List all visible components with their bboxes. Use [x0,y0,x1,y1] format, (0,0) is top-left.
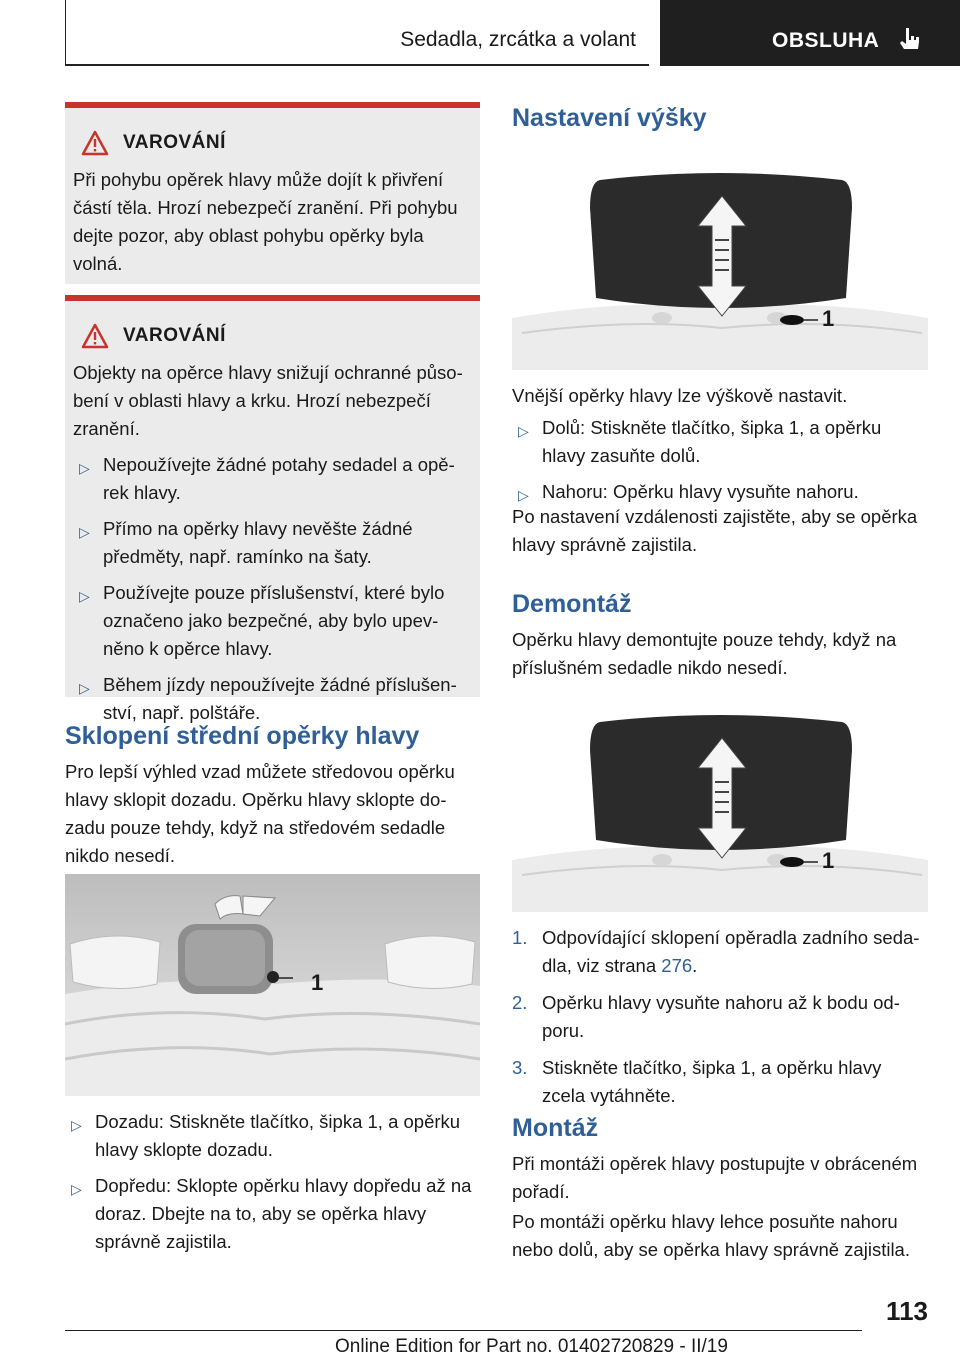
triangle-bullet-icon: ▷ [71,1181,82,1197]
triangle-bullet-icon: ▷ [518,423,529,439]
triangle-bullet-icon: ▷ [71,1117,82,1133]
triangle-bullet-icon: ▷ [79,588,90,604]
nastaveni-intro: Vnější opěrky hlavy lze výškově nastavit. [512,385,848,406]
header-rule [65,64,649,66]
page-number: 113 [886,1296,928,1326]
triangle-bullet-icon: ▷ [79,460,90,476]
footer-edition: Online Edition for Part no. 01402720829 - II/19 [335,1336,728,1357]
triangle-bullet-icon: ▷ [79,524,90,540]
page-reference-link[interactable]: 276 [661,955,693,976]
figure-callout: 1 [822,848,835,873]
warning-list [73,451,466,727]
warning-triangle-icon [81,130,109,156]
list-item: 2. Opěrku hlavy vysuňte nahoru až k bodu odporu. [512,992,900,1041]
header-chapter-tab [660,0,960,66]
header-rule-left [65,0,66,66]
section-heading-demontaz: Demontáž [512,590,632,618]
nastaveni-after: Po nastavení vzdálenosti zajistěte, aby se opěrka hlavy správně zajistila. [512,506,918,555]
triangle-bullet-icon: ▷ [79,680,90,696]
warning-triangle-icon [81,323,109,349]
sklopeni-list [65,1108,480,1264]
rear-seat-headrest-illustration [65,874,480,1096]
list-item: 1. Odpovídající sklopení opěradla zadního sedadla, viz strana 276. [512,927,920,976]
headrest-removal-illustration [512,710,928,912]
demontaz-steps [512,924,928,1119]
montaz-text-2: Po montáži opěrku hlavy lehce posuňte nahoru nebo dolů, aby se opěrka hlavy správně zajistila. [512,1211,910,1260]
section-heading-montaz: Montáž [512,1114,599,1142]
hand-pointer-icon [896,26,924,54]
montaz-text-1: Při montáži opěrek hlavy postupujte v obráceném pořadí. [512,1153,918,1202]
section-heading-sklopeni: Sklopení střední opěrky hlavy [65,722,420,750]
footer-rule [65,1330,862,1331]
warning-text: Objekty na opěrce hlavy snižují ochranné působení v oblasti hlavy a krku. Hrozí nebezpečí zranění. [73,362,463,439]
chapter-tab-label: OBSLUHA [772,29,880,52]
warning-box-1 [65,102,480,284]
list-item: ▷ Dozadu: Stiskněte tlačítko, šipka 1, a opěrku hlavy sklopte dozadu. [71,1111,461,1160]
warning-text: Při pohybu opěrek hlavy může dojít k přivření částí těla. Hrozí nebezpečí zranění. Při pohybu dejte pozor, aby oblast pohybu opěrky byla volná. [73,169,458,274]
sklopeni-text: Pro lepší výhled vzad můžete středovou opěrku hlavy sklopit dozadu. Opěrku hlavy sklopte dozadu pouze tehdy, když na středovém sedadle nikdo nesedí. [65,761,455,866]
list-item: ▷ Používejte pouze příslušenství, které bylo označeno jako bezpečné, aby bylo upevněno k opěrce hlavy. [79,582,445,659]
triangle-bullet-icon: ▷ [518,487,529,503]
warning-title: VAROVÁNÍ [123,325,226,346]
list-item: 3. Stiskněte tlačítko, šipka 1, a opěrku hlavy zcela vytáhněte. [512,1057,882,1106]
warning-box-2 [65,295,480,723]
figure-callout: 1 [311,970,324,995]
figure-callout: 1 [822,306,835,331]
header-section-title: Sedadla, zrcátka a volant [400,28,636,51]
list-item: ▷ Dolů: Stiskněte tlačítko, šipka 1, a opěrku hlavy zasuňte dolů. [518,417,882,466]
list-item: ▷ Nahoru: Opěrku hlavy vysuňte nahoru. [512,478,928,506]
warning-title: VAROVÁNÍ [123,132,226,153]
list-item: ▷ Nepoužívejte žádné potahy sedadel a opěrek hlavy. [79,454,455,503]
nastaveni-list [512,414,928,514]
demontaz-text: Opěrku hlavy demontujte pouze tehdy, když na příslušném sedadle nikdo nesedí. [512,629,897,678]
list-item: ▷ Během jízdy nepoužívejte žádné příslušenství, např. polštáře. [79,674,457,723]
list-item: ▷ Přímo na opěrky hlavy nevěšte žádné předměty, např. ramínko na šaty. [79,518,413,567]
headrest-height-illustration [512,168,928,370]
section-heading-nastaveni: Nastavení výšky [512,104,707,132]
list-item: ▷ Dopředu: Sklopte opěrku hlavy dopředu až na doraz. Dbejte na to, aby se opěrka hlavy správně zajistila. [71,1175,472,1252]
